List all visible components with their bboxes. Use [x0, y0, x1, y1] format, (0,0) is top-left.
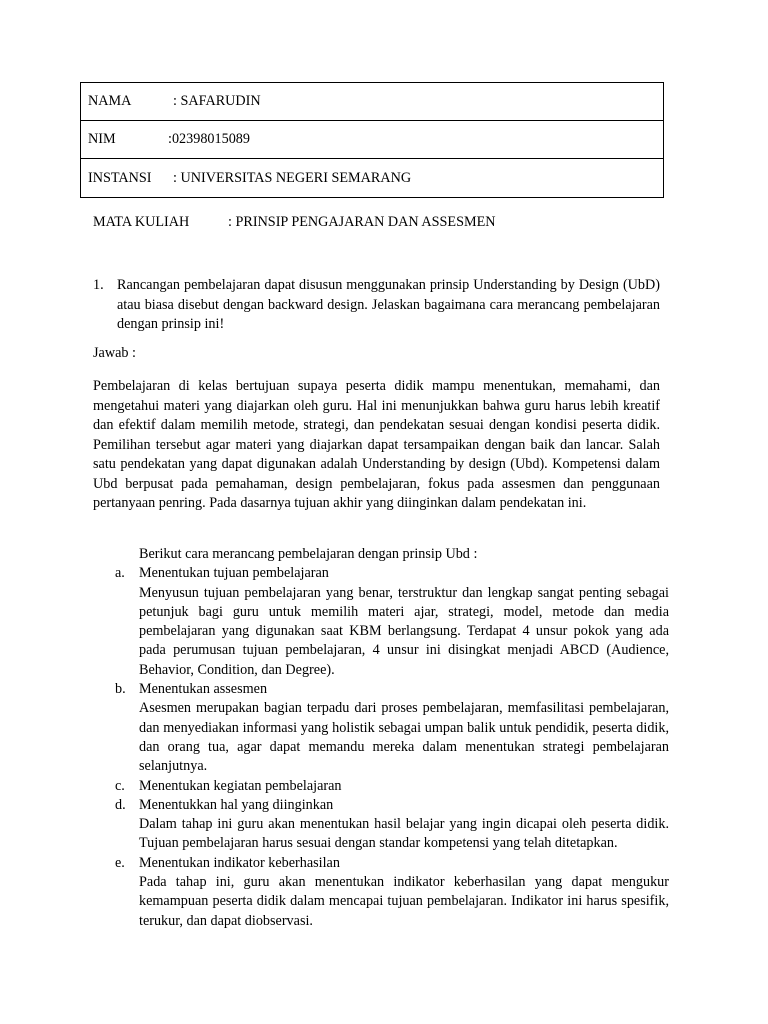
- answer-label: Jawab :: [93, 345, 136, 361]
- step-d: [93, 796, 669, 854]
- step-c: [93, 777, 669, 796]
- step-description: Asesmen merupakan bagian terpadu dari proses pembelajaran, memfasilitasi pembelajaran, dan menyediakan informasi yang holistik sebagai umpan balik untuk pendidik, peserta didik, dan orang tua, agar dapat memandu mereka dalam menentukan strategi pembelajaran selanjutnya.: [139, 700, 669, 775]
- step-e: [93, 854, 669, 931]
- instansi-label: INSTANSI: [88, 169, 152, 186]
- identity-row-instansi: [81, 159, 663, 197]
- step-letter: c.: [115, 777, 125, 794]
- step-letter: b.: [115, 681, 126, 698]
- intro-paragraph: Pembelajaran di kelas bertujuan supaya peserta didik mampu menentukan, memahami, dan mengetahui materi yang diajarkan oleh guru. Hal ini menunjukkan bahwa guru harus lebih kreatif dan efektif dalam memilih metode, strategi, dan pendekatan sesuai dengan kondisi peserta didik. Pemilihan tersebut agar materi yang diajarkan dapat tersampaikan dengan baik dan lancar. Salah satu pendekatan yang dapat digunakan adalah Understanding by design (Ubd). Kompetensi dalam Ubd berpusat pada pemahaman, design pembelajaran, fokus pada assesmen dan penggunaan pertanyaan penring. Pada dasarnya tujuan akhir yang diinginkan dalam pendekatan ini.: [93, 378, 660, 511]
- step-b: [93, 680, 669, 776]
- identity-row-nim: [81, 121, 663, 159]
- identity-table: [80, 82, 664, 198]
- nim-value: :02398015089: [168, 131, 250, 147]
- question-1: [93, 276, 660, 335]
- nama-value: : SAFARUDIN: [173, 93, 261, 109]
- course-label: MATA KULIAH: [93, 214, 190, 230]
- step-description: Dalam tahap ini guru akan menentukan hasil belajar yang ingin dicapai oleh peserta didik. Tujuan pembelajaran harus sesuai dengan standar kompetensi yang telah ditetapkan.: [139, 816, 669, 852]
- course-value: : PRINSIP PENGAJARAN DAN ASSESMEN: [228, 214, 496, 230]
- step-letter: d.: [115, 796, 126, 813]
- step-title: Menentukan kegiatan pembelajaran: [139, 777, 342, 794]
- step-description: Menyusun tujuan pembelajaran yang benar, terstruktur dan lengkap sangat penting sebagai petunjuk bagi guru untuk memilih materi ajar, strategi, model, metode dan media pembelajaran yang digunakan saat KBM berlangsung. Terdapat 4 unsur pokok yang ada pada perumusan tujuan pembelajaran, 4 unsur ini disingkat menjadi ABCD (Audience, Behavior, Condition, dan Degree).: [139, 584, 669, 678]
- nama-label: NAMA: [88, 93, 132, 109]
- step-title: Menentukan tujuan pembelajaran: [139, 565, 329, 582]
- nim-label: NIM: [88, 131, 116, 147]
- instansi-value: : UNIVERSITAS NEGERI SEMARANG: [173, 169, 412, 186]
- step-title: Menentukkan hal yang diinginkan: [139, 796, 334, 813]
- step-a: [93, 564, 669, 680]
- step-title: Menentukan indikator keberhasilan: [139, 854, 340, 871]
- steps-list: [93, 545, 669, 931]
- step-title: Menentukan assesmen: [139, 681, 268, 698]
- question-number: 1.: [93, 277, 104, 293]
- step-letter: a.: [115, 565, 125, 582]
- step-letter: e.: [115, 854, 125, 871]
- course-line: [93, 214, 673, 231]
- steps-intro: Berikut cara merancang pembelajaran dengan prinsip Ubd :: [139, 546, 478, 562]
- identity-row-nama: [81, 83, 663, 121]
- question-text: Rancangan pembelajaran dapat disusun menggunakan prinsip Understanding by Design (UbD) atau biasa disebut dengan backward design. Jelaskan bagaimana cara merancang pembelajaran dengan prinsip ini!: [117, 277, 660, 332]
- step-description: Pada tahap ini, guru akan menentukan indikator keberhasilan yang dapat mengukur kemampuan peserta didik dalam mencapai tujuan pembelajaran. Indikator ini harus spesifik, terukur, dan dapat diobservasi.: [139, 874, 669, 929]
